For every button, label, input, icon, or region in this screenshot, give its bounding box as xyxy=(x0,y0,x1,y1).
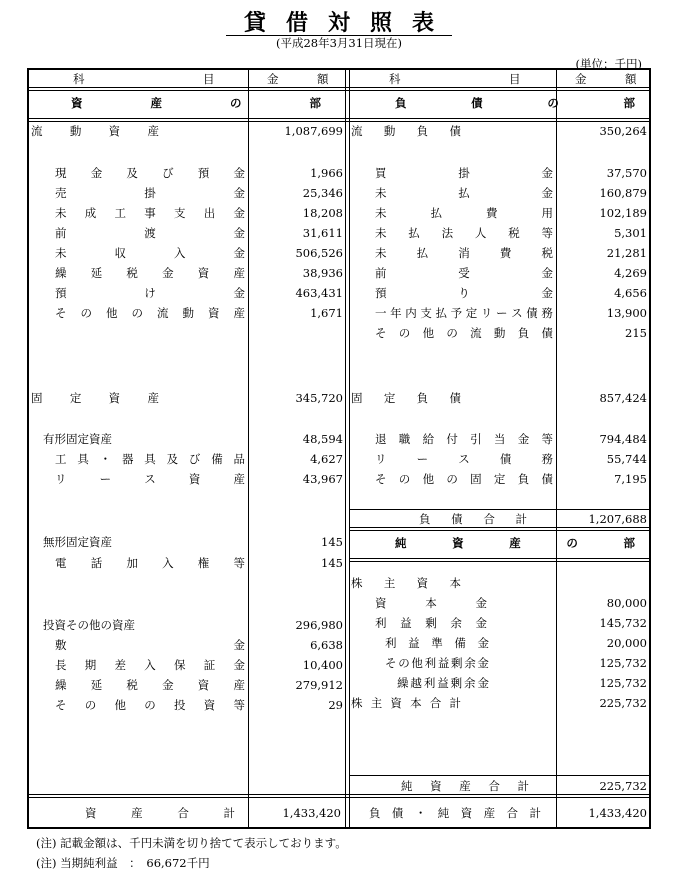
asset-row-label: 敷 金 xyxy=(55,638,245,652)
asset-row-label: 流 動 資 産 xyxy=(31,124,159,138)
net-section-line-a xyxy=(349,558,649,559)
liability-row-value: 21,281 xyxy=(606,246,647,260)
header-kingaku-left-1: 金 xyxy=(267,72,279,86)
liability-row-label: リ ー ス 債 務 xyxy=(375,452,553,466)
section-liabilities: 負 債 の 部 xyxy=(395,96,635,110)
asset-row-label: リ ー ス 資 産 xyxy=(55,472,245,486)
header-line-b xyxy=(29,90,649,91)
liabilities-total-label: 負 債 合 計 xyxy=(419,512,527,526)
asset-row-label: 固 定 資 産 xyxy=(31,391,159,405)
asset-row-value: 145 xyxy=(321,535,343,549)
note-2: (注) 当期純利益 ： 66,672千円 xyxy=(36,856,210,870)
note-1: (注) 記載金額は、千円未満を切り捨てて表示しております。 xyxy=(36,836,347,850)
asset-row-value: 1,087,699 xyxy=(284,124,343,138)
report-date: (平成28年3月31日現在) xyxy=(275,36,403,50)
asset-row-label: 売 掛 金 xyxy=(55,186,245,200)
divider-center-b xyxy=(349,70,350,827)
liability-row-value: 20,000 xyxy=(606,636,647,650)
liability-row-value: 7,195 xyxy=(614,472,647,486)
liab-net-total-value: 1,433,420 xyxy=(588,806,647,820)
liability-row-label: そ の 他 利 益 剰 余 金 xyxy=(385,656,489,670)
liability-row-value: 125,732 xyxy=(599,676,647,690)
liability-row-label: 株 主 資 本 合 計 xyxy=(351,696,461,710)
liability-row-label: 未 払 消 費 税 xyxy=(375,246,553,260)
liability-row-label: 預 り 金 xyxy=(375,286,553,300)
asset-row-value: 10,400 xyxy=(302,658,343,672)
header-line-a xyxy=(29,87,649,88)
divider-right-value xyxy=(556,70,557,827)
liability-row-label: 未 払 費 用 xyxy=(375,206,553,220)
liability-row-label: そ の 他 の 流 動 負 債 xyxy=(375,326,553,340)
liab-total-bottom-b xyxy=(349,530,649,531)
asset-row-label: 工 具 ・ 器 具 及 び 備 品 xyxy=(55,452,245,466)
liability-row-value: 37,570 xyxy=(606,166,647,180)
asset-row-label: 有形固定資産 xyxy=(43,432,112,446)
liability-row-label: 株 主 資 本 xyxy=(351,576,461,590)
unit-label: (単位：千円) xyxy=(575,57,642,71)
asset-row-value: 29 xyxy=(328,698,343,712)
asset-row-value: 31,611 xyxy=(302,226,343,240)
asset-row-value: 18,208 xyxy=(302,206,343,220)
asset-row-value: 48,594 xyxy=(302,432,343,446)
liability-row-value: 13,900 xyxy=(606,306,647,320)
asset-row-label: 前 渡 金 xyxy=(55,226,245,240)
liability-row-value: 215 xyxy=(625,326,647,340)
liability-row-label: 資 本 金 xyxy=(375,596,487,610)
liability-row-value: 5,301 xyxy=(614,226,647,240)
asset-row-value: 463,431 xyxy=(295,286,343,300)
divider-left-value xyxy=(248,70,249,827)
asset-row-label: 現 金 及 び 預 金 xyxy=(55,166,245,180)
liability-row-label: 固 定 負 債 xyxy=(351,391,461,405)
asset-row-value: 4,627 xyxy=(310,452,343,466)
asset-row-label: 繰 延 税 金 資 産 xyxy=(55,266,245,280)
liability-row-value: 857,424 xyxy=(599,391,647,405)
liabilities-total-value: 1,207,688 xyxy=(588,512,647,526)
liability-row-label: 利 益 剰 余 金 xyxy=(375,616,487,630)
liability-row-label: 買 掛 金 xyxy=(375,166,553,180)
section-net-assets: 純 資 産 の 部 xyxy=(395,536,635,550)
liability-row-label: 流 動 負 債 xyxy=(351,124,461,138)
liability-row-value: 350,264 xyxy=(599,124,647,138)
header-kingaku-right-2: 額 xyxy=(625,72,637,86)
liability-row-label: 前 受 金 xyxy=(375,266,553,280)
asset-row-label: 投資その他の資産 xyxy=(43,618,135,632)
liability-row-value: 794,484 xyxy=(599,432,647,446)
liability-row-label: 利 益 準 備 金 xyxy=(385,636,489,650)
asset-row-value: 1,966 xyxy=(310,166,343,180)
asset-row-label: 預 け 金 xyxy=(55,286,245,300)
header-kingaku-left-2: 額 xyxy=(317,72,329,86)
asset-row-value: 145 xyxy=(321,556,343,570)
assets-total-value: 1,433,420 xyxy=(282,806,341,820)
totals-line-b xyxy=(29,797,649,798)
asset-row-value: 25,346 xyxy=(302,186,343,200)
asset-row-label: 繰 延 税 金 資 産 xyxy=(55,678,245,692)
asset-row-value: 38,936 xyxy=(302,266,343,280)
asset-row-value: 296,980 xyxy=(295,618,343,632)
asset-row-value: 345,720 xyxy=(295,391,343,405)
asset-row-label: 無形固定資産 xyxy=(43,535,112,549)
liability-row-value: 102,189 xyxy=(599,206,647,220)
asset-row-value: 1,671 xyxy=(310,306,343,320)
header-kamoku-right-1: 科 xyxy=(389,72,401,86)
assets-total-label: 資 産 合 計 xyxy=(85,806,235,820)
liability-row-value: 160,879 xyxy=(599,186,647,200)
liability-row-label: 未 払 金 xyxy=(375,186,553,200)
asset-row-value: 279,912 xyxy=(295,678,343,692)
liability-row-value: 145,732 xyxy=(599,616,647,630)
asset-row-label: 未 成 工 事 支 出 金 xyxy=(55,206,245,220)
header-kamoku-left-2: 目 xyxy=(203,72,215,86)
asset-row-label: 未 収 入 金 xyxy=(55,246,245,260)
liability-row-value: 55,744 xyxy=(606,452,647,466)
liability-row-label: そ の 他 の 固 定 負 債 xyxy=(375,472,553,486)
header-kamoku-left-1: 科 xyxy=(73,72,85,86)
liability-row-value: 125,732 xyxy=(599,656,647,670)
net-total-top xyxy=(349,775,649,776)
balance-sheet-table xyxy=(27,68,651,829)
liability-row-label: 一 年 内 支 払 予 定 リ ー ス 債 務 xyxy=(375,306,553,320)
asset-row-value: 506,526 xyxy=(295,246,343,260)
header-kamoku-right-2: 目 xyxy=(509,72,521,86)
asset-row-value: 43,967 xyxy=(302,472,343,486)
liability-row-label: 退 職 給 付 引 当 金 等 xyxy=(375,432,553,446)
liability-row-value: 4,656 xyxy=(614,286,647,300)
divider-center-a xyxy=(345,70,346,827)
asset-row-value: 6,638 xyxy=(310,638,343,652)
asset-row-label: 電 話 加 入 権 等 xyxy=(55,556,245,570)
totals-line-a xyxy=(29,794,649,795)
asset-row-label: 長 期 差 入 保 証 金 xyxy=(55,658,245,672)
section-assets: 資 産 の 部 xyxy=(71,96,321,110)
net-assets-total-value: 225,732 xyxy=(599,779,647,793)
liability-row-value: 225,732 xyxy=(599,696,647,710)
header-kingaku-right-1: 金 xyxy=(575,72,587,86)
section-line-a xyxy=(29,118,649,119)
asset-row-label: そ の 他 の 流 動 資 産 xyxy=(55,306,245,320)
liability-row-value: 80,000 xyxy=(606,596,647,610)
liability-row-label: 未 払 法 人 税 等 xyxy=(375,226,553,240)
document-title: 貸借対照表 xyxy=(243,10,454,36)
net-assets-total-label: 純 資 産 合 計 xyxy=(401,779,529,793)
liability-row-label: 繰 越 利 益 剰 余 金 xyxy=(397,676,489,690)
liab-net-total-label: 負 債 ・ 純 資 産 合 計 xyxy=(369,806,541,820)
net-section-line-b xyxy=(349,561,649,562)
liability-row-value: 4,269 xyxy=(614,266,647,280)
asset-row-label: そ の 他 の 投 資 等 xyxy=(55,698,245,712)
